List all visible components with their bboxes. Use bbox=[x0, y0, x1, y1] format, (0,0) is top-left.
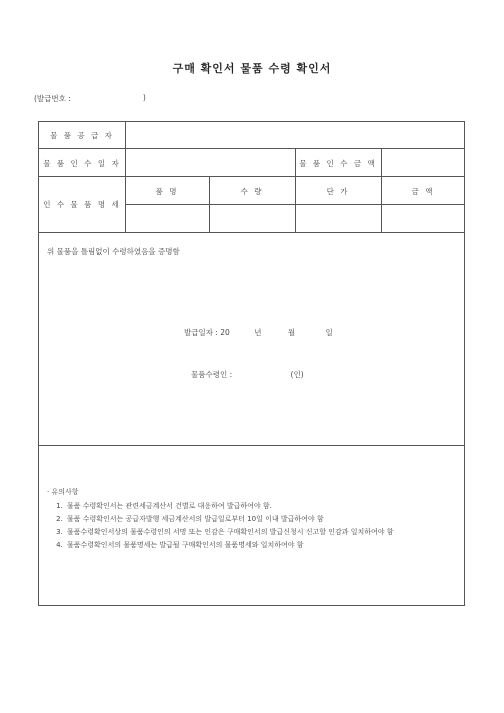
col-divider bbox=[209, 176, 210, 232]
notes-section bbox=[47, 486, 437, 552]
column-header-item-name: 품 명 bbox=[155, 187, 179, 196]
seal-label: (인) bbox=[290, 370, 304, 379]
issue-number-label: (발급번호 : bbox=[34, 94, 71, 103]
issue-date-prefix: 발급일자 : 20 bbox=[184, 328, 230, 337]
note-item: 2. 물품 수령확인서는 공급자발행 세금계산서의 발급일로부터 10일 이내 발급하여야 함 bbox=[65, 513, 437, 526]
note-item: 3. 물품수령확인서상의 물품수령인의 서명 또는 인감은 구매확인서의 발급신청시 신고할 인감과 일치하여야 함 bbox=[65, 526, 437, 539]
note-item: 1. 물품 수령확인서는 관련세금계산서 건별로 대응하여 발급하여야 함. bbox=[65, 500, 437, 513]
receipt-amount-label: 물 품 인 수 금 액 bbox=[299, 159, 377, 168]
issue-date-line bbox=[184, 327, 333, 338]
col-divider bbox=[125, 122, 126, 232]
column-header-amount: 금 액 bbox=[411, 187, 435, 196]
column-header-unit-price: 단 가 bbox=[326, 187, 350, 196]
month-label: 월 bbox=[287, 328, 296, 337]
receipt-date-label: 물 품 인 수 일 자 bbox=[43, 159, 121, 168]
confirmation-form bbox=[38, 121, 465, 606]
note-item: 4. 물품수령확인서의 물품명세는 발급될 구매확인서의 물품명세와 일치하여야 함 bbox=[65, 539, 437, 552]
row-divider bbox=[39, 176, 464, 177]
column-header-quantity: 수 량 bbox=[240, 187, 264, 196]
row-divider bbox=[39, 232, 464, 233]
issue-number-close: ) bbox=[142, 93, 146, 102]
year-label: 년 bbox=[254, 328, 262, 337]
row-divider bbox=[39, 445, 464, 446]
receiver-line bbox=[191, 369, 304, 380]
items-label: 인 수 물 품 명 세 bbox=[43, 200, 121, 209]
day-label: 일 bbox=[325, 328, 333, 337]
certification-statement: 위 물품을 틀림없이 수령하였음을 증명함 bbox=[47, 247, 180, 256]
supplier-label: 물 품 공 급 자 bbox=[50, 131, 114, 140]
row-divider bbox=[39, 148, 464, 149]
receiver-label: 물품수령인 : bbox=[191, 370, 233, 379]
issue-number bbox=[34, 93, 146, 104]
document-title: 구매 확인서 물품 수령 확인서 bbox=[172, 62, 332, 75]
notes-heading: · 유의사항 bbox=[47, 488, 79, 496]
